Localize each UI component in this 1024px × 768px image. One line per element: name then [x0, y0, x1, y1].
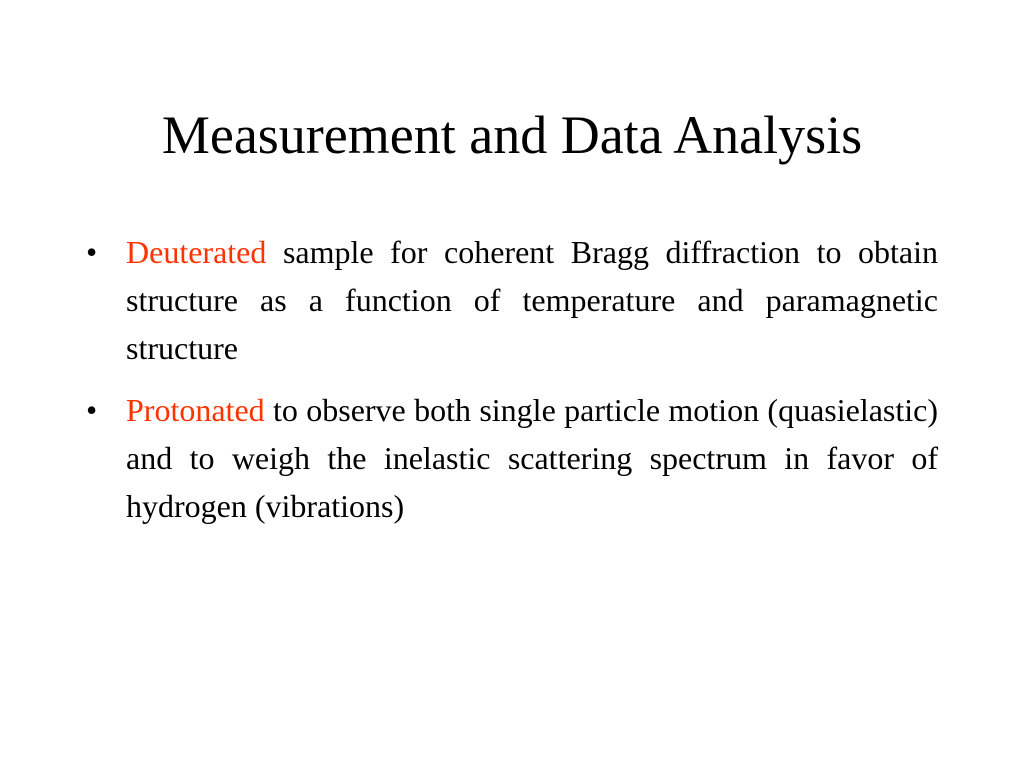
bullet-list [86, 228, 938, 544]
bullet-keyword: Deuterated [126, 234, 267, 270]
bullet-text: sample for coherent Bragg diffraction to obtain structure as a function of temperature and paramagnetic structure [126, 234, 939, 366]
slide-title: Measurement and Data Analysis [161, 105, 863, 165]
bullet-keyword: Protonated [126, 392, 265, 428]
bullet-item-protonated [86, 386, 938, 530]
bullet-text: to observe both single particle motion (quasielastic) and to weigh the inelastic scattering spectrum in favor of hydrogen (vibrations) [126, 392, 939, 524]
bullet-icon: • [86, 392, 98, 428]
bullet-item-deuterated [86, 228, 938, 372]
bullet-icon: • [86, 234, 98, 270]
